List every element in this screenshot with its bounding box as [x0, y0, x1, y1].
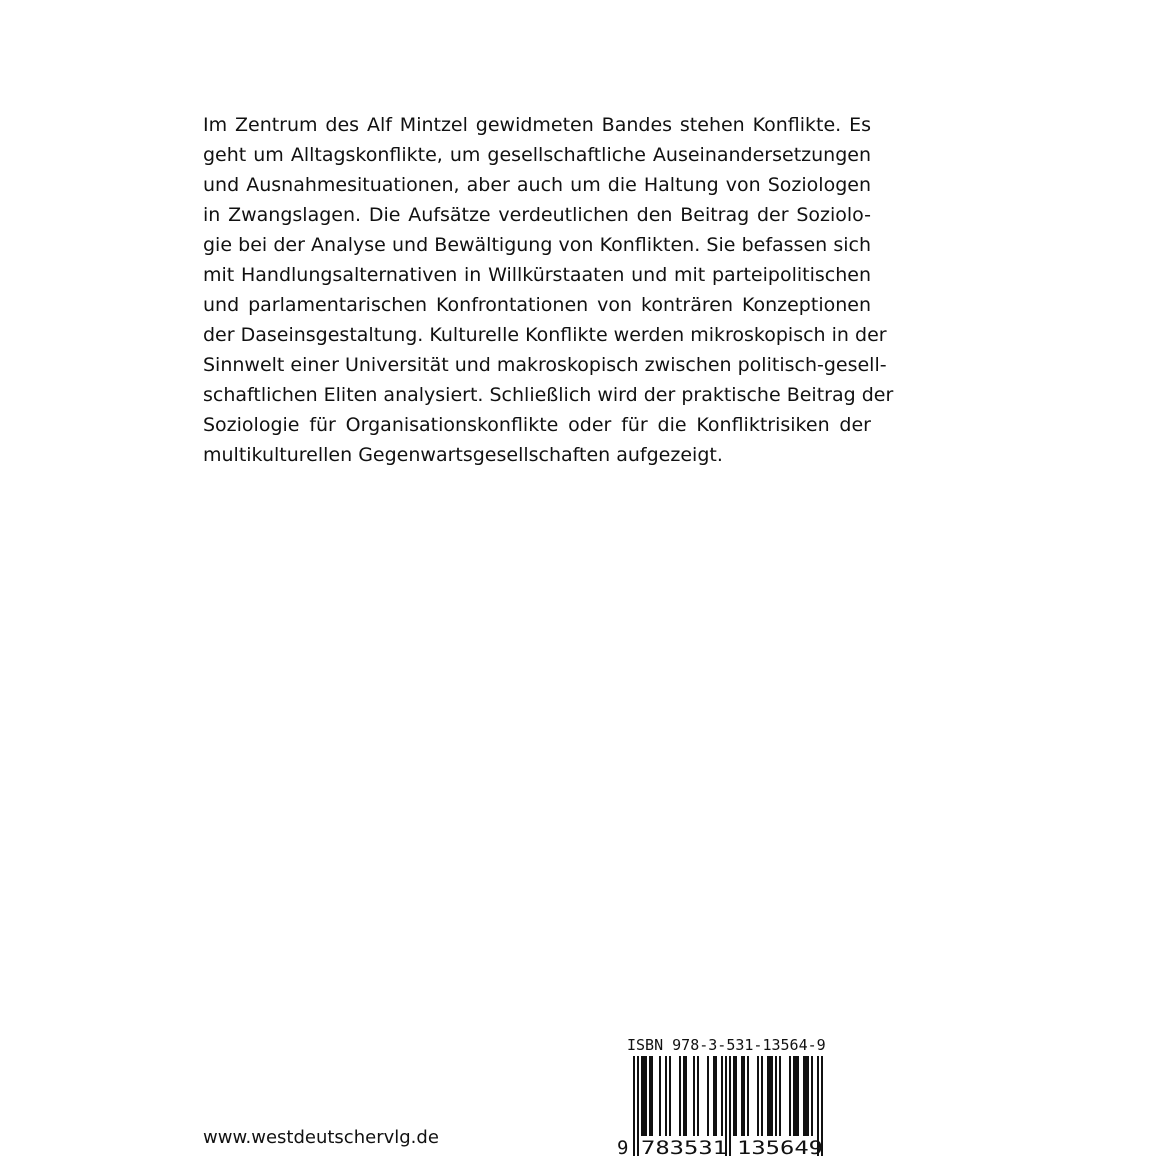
- barcode-bar: [769, 1056, 771, 1136]
- barcode-bar: [743, 1056, 745, 1136]
- barcode-bar: [795, 1056, 797, 1136]
- barcode-bar: [697, 1056, 699, 1136]
- barcode-bar: [807, 1056, 809, 1136]
- barcode-bar: [685, 1056, 687, 1136]
- barcode-bar: [729, 1056, 731, 1156]
- cover-blurb: [203, 110, 894, 470]
- blurb-line: Sinnwelt einer Universität und makroskopisch zwischen politisch-gesell-: [203, 354, 887, 376]
- blurb-line: Soziologie für Organisationskonflikte oder für die Konfliktrisiken der: [203, 414, 871, 436]
- barcode-bar: [643, 1056, 645, 1136]
- blurb-line: schaftlichen Eliten analysiert. Schließlich wird der praktische Beitrag der: [203, 384, 894, 406]
- barcode-bar: [793, 1056, 795, 1136]
- publisher-website: www.westdeutschervlg.de: [203, 1127, 439, 1148]
- barcode-graphic: [615, 1056, 847, 1156]
- isbn-label: ISBN 978-3-531-13564-9: [627, 1036, 826, 1054]
- barcode-bar: [775, 1056, 777, 1136]
- barcode-bar: [805, 1056, 807, 1136]
- barcode-bar: [741, 1056, 743, 1136]
- barcode-bar: [771, 1056, 773, 1136]
- barcode-bar: [767, 1056, 769, 1136]
- barcode-digit-lead: 9: [617, 1137, 629, 1156]
- barcode-bar: [811, 1056, 813, 1136]
- barcode-bar: [651, 1056, 653, 1136]
- barcode-bar: [693, 1056, 695, 1136]
- blurb-line: und Ausnahmesituationen, aber auch um die Haltung von Soziologen: [203, 174, 871, 196]
- barcode-digits-right: 135649: [737, 1137, 823, 1156]
- blurb-line: Im Zentrum des Alf Mintzel gewidmeten Bandes stehen Konflikte. Es: [203, 114, 871, 136]
- barcode-bar: [747, 1056, 749, 1136]
- barcode-bar: [779, 1056, 781, 1136]
- barcode-bar: [733, 1056, 735, 1136]
- barcode-bar: [789, 1056, 791, 1136]
- barcode-bar: [713, 1056, 715, 1136]
- blurb-line: gie bei der Analyse und Bewältigung von Konflikten. Sie befassen sich: [203, 234, 871, 256]
- barcode-bar: [735, 1056, 737, 1136]
- blurb-line: multikulturellen Gegenwartsgesellschaften aufgezeigt.: [203, 444, 723, 466]
- barcode-bar: [803, 1056, 805, 1136]
- barcode-bar: [721, 1056, 723, 1136]
- barcode-bar: [637, 1056, 639, 1156]
- barcode-bar: [683, 1056, 685, 1136]
- blurb-line: in Zwangslagen. Die Aufsätze verdeutlichen den Beitrag der Soziolo-: [203, 204, 871, 226]
- barcode-bar: [761, 1056, 763, 1136]
- barcode-bar: [659, 1056, 661, 1136]
- blurb-line: der Daseinsgestaltung. Kulturelle Konflikte werden mikroskopisch in der: [203, 324, 887, 346]
- barcode-bar: [797, 1056, 799, 1136]
- barcode-bar: [649, 1056, 651, 1136]
- barcode-bar: [679, 1056, 681, 1136]
- barcode-bar: [669, 1056, 671, 1136]
- blurb-line: und parlamentarischen Konfrontationen von konträren Konzeptionen: [203, 294, 871, 316]
- barcode-bar: [665, 1056, 667, 1136]
- blurb-line: geht um Alltagskonflikte, um gesellschaftliche Auseinandersetzungen: [203, 144, 871, 166]
- barcode-bar: [757, 1056, 759, 1136]
- barcode-bar: [633, 1056, 635, 1156]
- barcode-bar: [715, 1056, 717, 1136]
- barcode-bar: [645, 1056, 647, 1136]
- barcode-digits-left: 783531: [641, 1137, 727, 1156]
- barcode-bar: [707, 1056, 709, 1136]
- isbn-barcode-block: [615, 1036, 847, 1156]
- blurb-line: mit Handlungsalternativen in Willkürstaaten und mit parteipolitischen: [203, 264, 871, 286]
- barcode-bar: [641, 1056, 643, 1136]
